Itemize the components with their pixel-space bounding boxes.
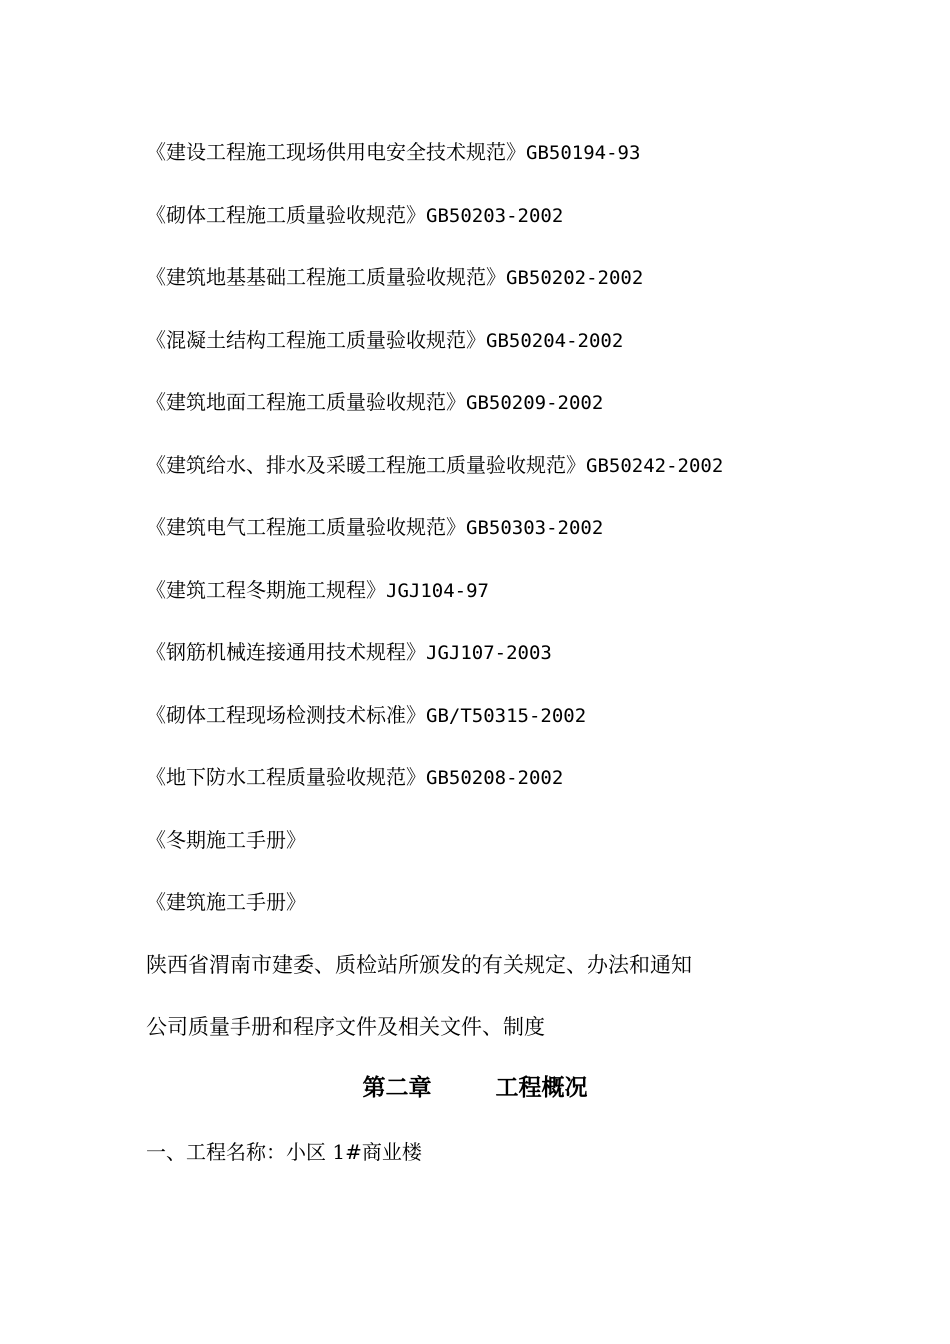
reference-title: 《建筑给水、排水及采暖工程施工质量验收规范》 <box>146 452 586 477</box>
chapter-title: 工程概况 <box>495 1075 588 1101</box>
reference-code: JGJ104-97 <box>386 579 489 602</box>
reference-item <box>146 259 723 322</box>
section-heading <box>146 1134 422 1170</box>
reference-item <box>146 384 723 447</box>
reference-item <box>146 134 723 197</box>
chapter-heading <box>0 1069 950 1107</box>
reference-code: GB50242-2002 <box>586 454 724 477</box>
reference-code: JGJ107-2003 <box>426 642 552 664</box>
reference-title: 《砌体工程施工质量验收规范》 <box>146 202 426 227</box>
reference-title: 《钢筋机械连接通用技术规程》 <box>146 640 426 664</box>
reference-code: GB50204-2002 <box>486 329 624 352</box>
reference-code: GB50209-2002 <box>466 392 604 414</box>
reference-title: 《建设工程施工现场供用电安全技术规范》 <box>146 140 526 164</box>
reference-title: 《砌体工程现场检测技术标准》 <box>146 702 426 727</box>
reference-item <box>146 697 723 760</box>
section-label: 一、工程名称： <box>146 1140 286 1164</box>
reference-list <box>146 134 723 1072</box>
reference-item <box>146 634 723 697</box>
reference-code: GB50303-2002 <box>466 517 604 539</box>
reference-code: GB/T50315-2002 <box>426 704 587 727</box>
note-line: 公司质量手册和程序文件及相关文件、制度 <box>146 1015 545 1039</box>
reference-item <box>146 572 723 635</box>
reference-code: GB50208-2002 <box>426 767 564 789</box>
reference-title: 《地下防水工程质量验收规范》 <box>146 765 426 789</box>
reference-item <box>146 197 723 260</box>
reference-title: 《冬期施工手册》 <box>146 827 306 852</box>
reference-title: 《建筑工程冬期施工规程》 <box>146 577 386 602</box>
reference-code: GB50194-93 <box>526 142 641 164</box>
reference-item <box>146 822 723 885</box>
note-line: 陕西省渭南市建委、质检站所颁发的有关规定、办法和通知 <box>146 952 692 977</box>
reference-title: 《建筑地基基础工程施工质量验收规范》 <box>146 265 506 289</box>
reference-title: 《建筑地面工程施工质量验收规范》 <box>146 390 466 414</box>
reference-code: GB50203-2002 <box>426 204 564 227</box>
reference-title: 《建筑电气工程施工质量验收规范》 <box>146 515 466 539</box>
chapter-number: 第二章 <box>362 1075 432 1101</box>
reference-item <box>146 509 723 572</box>
reference-item <box>146 447 723 510</box>
reference-title: 《混凝土结构工程施工质量验收规范》 <box>146 327 486 352</box>
reference-item <box>146 759 723 822</box>
reference-item <box>146 884 723 947</box>
reference-item <box>146 322 723 385</box>
section-value: 小区 1#商业楼 <box>286 1140 422 1164</box>
reference-code: GB50202-2002 <box>506 267 644 289</box>
reference-title: 《建筑施工手册》 <box>146 890 306 914</box>
